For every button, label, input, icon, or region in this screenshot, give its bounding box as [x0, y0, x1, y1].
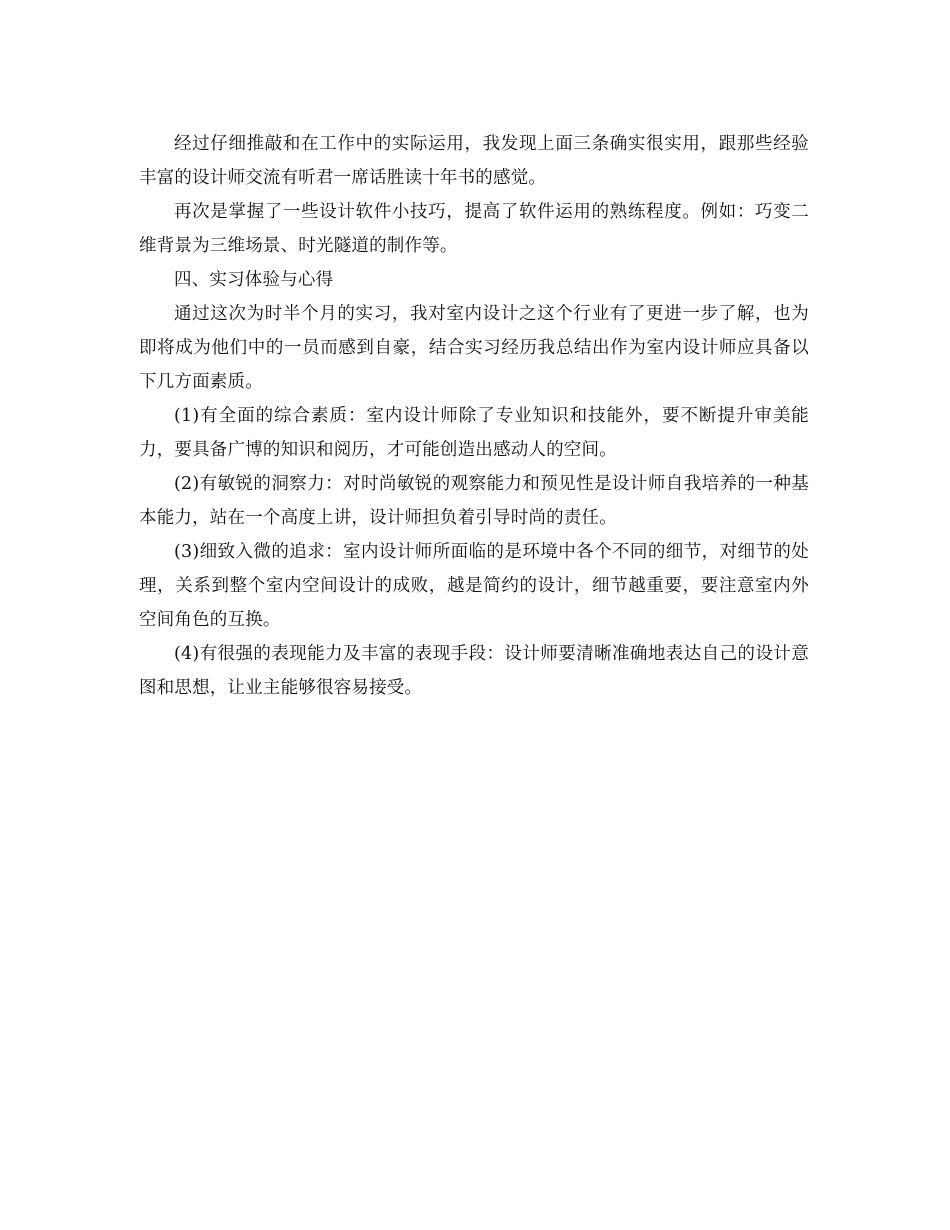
paragraph-design-exchange: 经过仔细推敲和在工作中的实际运用，我发现上面三条确实很实用，跟那些经验丰富的设计师交流有听君一席话胜读十年书的感觉。	[139, 134, 809, 188]
section-heading-experience: 四、实习体验与心得	[174, 270, 334, 290]
paragraph-internship-summary: 通过这次为时半个月的实习，我对室内设计之这个行业有了更进一步了解，也为即将成为他们中的一员而感到自豪，结合实习经历我总结出作为室内设计师应具备以下几方面素质。	[139, 304, 809, 392]
list-item-quality-4: (4)有很强的表现能力及丰富的表现手段：设计师要清晰准确地表达自己的设计意图和思想，让业主能够很容易接受。	[139, 644, 809, 698]
list-item-quality-1: (1)有全面的综合素质：室内设计师除了专业知识和技能外，要不断提升审美能力，要具备广博的知识和阅历，才可能创造出感动人的空间。	[139, 406, 809, 460]
list-item-quality-2: (2)有敏锐的洞察力：对时尚敏锐的观察能力和预见性是设计师自我培养的一种基本能力，站在一个高度上讲，设计师担负着引导时尚的责任。	[139, 474, 809, 528]
paragraph-software-skills: 再次是掌握了一些设计软件小技巧，提高了软件运用的熟练程度。例如：巧变二维背景为三维场景、时光隧道的制作等。	[139, 202, 809, 256]
list-item-quality-3: (3)细致入微的追求：室内设计师所面临的是环境中各个不同的细节，对细节的处理，关系到整个室内空间设计的成败，越是简约的设计，细节越重要，要注意室内外空间角色的互换。	[139, 542, 809, 630]
document-body	[139, 127, 809, 705]
